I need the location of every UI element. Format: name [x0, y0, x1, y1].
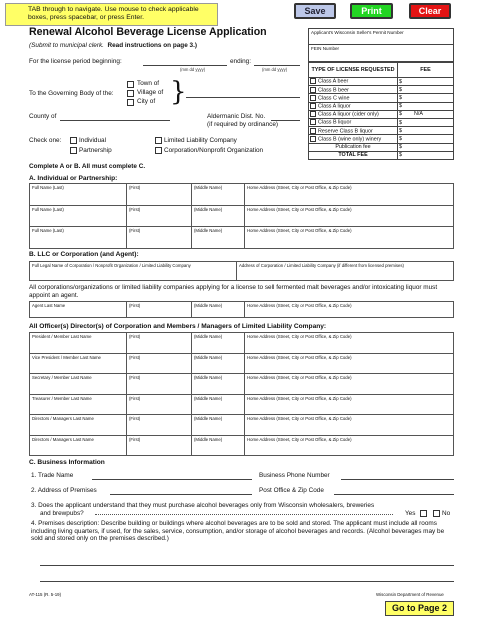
officer-row	[30, 415, 454, 436]
individual-row	[30, 227, 454, 249]
license-type-label: Class C wine	[318, 95, 350, 102]
llc-label: Limited Liability Company	[164, 137, 237, 144]
premises-description-label: 4. Premises description: Describe building or buildings where alcohol beverages are to be sold and stored. The applicant must include all rooms including living quarters, if used, for the sales, service, consumption, and/or storage of alcohol beverages and records. (Alcohol beverages may be sold and stored only on the premises described.)	[31, 520, 445, 543]
premises-address-input[interactable]	[110, 494, 252, 495]
agent-address-field[interactable]: Home Address (Street, City or Post Office, & Zip Code)	[245, 302, 454, 318]
date-format-hint: (mm dd yyyy)	[180, 67, 206, 72]
village-label: Village of	[137, 89, 164, 96]
legal-name-field[interactable]: Full Legal Name of Corporation / Nonprofit Organization / Limited Liability Company	[30, 262, 237, 281]
first-name-field[interactable]: (First)	[127, 205, 192, 227]
governing-label: To the Governing Body of the:	[29, 90, 114, 97]
date-format-hint: (mm dd yyyy)	[262, 67, 288, 72]
officers-heading: All Officer(s) Director(s) of Corporation and Members / Managers of Limited Liability Company:	[29, 323, 327, 330]
officer-address-field[interactable]: Home Address (Street, City or Post Office, & Zip Code)	[245, 333, 454, 354]
aldermanic-label: Aldermanic Dist. No.	[207, 113, 266, 120]
last-name-field[interactable]: Full Name (Last)	[30, 184, 127, 206]
officer-first-name-field[interactable]: (First)	[127, 353, 192, 374]
trade-name-input[interactable]	[92, 479, 252, 480]
trade-name-label: 1. Trade Name	[31, 472, 74, 479]
fee-row	[309, 102, 454, 110]
fee-amount-field[interactable]	[398, 86, 454, 94]
license-type-label: Reserve Class B liquor	[318, 127, 373, 134]
officer-row	[30, 353, 454, 374]
license-type-checkbox[interactable]	[310, 136, 316, 142]
fee-row	[309, 94, 454, 102]
officer-last-name-field[interactable]: Secretary / Member Last Name	[30, 374, 127, 395]
department-name: Wisconsin Department of Revenue	[376, 592, 444, 597]
fee-amount-field[interactable]	[398, 127, 454, 135]
yes-label: Yes	[405, 510, 416, 517]
period-end-input[interactable]	[254, 65, 300, 66]
county-input[interactable]	[60, 120, 170, 121]
go-to-page-2-button[interactable]: Go to Page 2	[385, 601, 454, 616]
officer-middle-name-field[interactable]: (Middle Name)	[192, 374, 245, 395]
wholesaler-question-cont: and brewpubs?	[40, 510, 84, 517]
officer-last-name-field[interactable]: Vice President / Member Last Name	[30, 353, 127, 374]
officer-middle-name-field[interactable]: (Middle Name)	[192, 333, 245, 354]
middle-name-field[interactable]: (Middle Name)	[192, 184, 245, 206]
dollar-sign: $	[399, 152, 402, 159]
agent-last-name-field[interactable]: Agent Last Name	[30, 302, 127, 318]
premises-line-2[interactable]	[40, 581, 454, 582]
officer-address-field[interactable]: Home Address (Street, City or Post Office, & Zip Code)	[245, 374, 454, 395]
brace-icon: }	[170, 77, 187, 107]
dollar-sign: $	[399, 127, 402, 134]
section-b-heading: B. LLC or Corporation (and Agent):	[29, 251, 139, 258]
officer-middle-name-field[interactable]: (Middle Name)	[192, 394, 245, 415]
license-type-checkbox[interactable]	[310, 87, 316, 93]
corporation-table	[29, 261, 454, 281]
fee-amount-field[interactable]	[398, 143, 454, 151]
officer-address-field[interactable]: Home Address (Street, City or Post Office, & Zip Code)	[245, 394, 454, 415]
first-name-field[interactable]: (First)	[127, 227, 192, 249]
county-label: County of	[29, 113, 57, 120]
clear-button[interactable]: Clear	[409, 3, 451, 19]
premises-address-label: 2. Address of Premises	[31, 487, 97, 494]
no-checkbox[interactable]	[433, 510, 440, 517]
corp-address-field[interactable]: Address of Corporation / Limited Liability Company (if different from licensed premises)	[237, 262, 454, 281]
fein-field[interactable]: FEIN Number	[311, 46, 340, 51]
fee-amount-field[interactable]	[398, 94, 454, 102]
fee-row	[309, 118, 454, 126]
license-type-checkbox[interactable]	[310, 95, 316, 101]
agent-paragraph: All corporations/organizations or limited liability companies applying for a license to sell fermented malt beverages and/or intoxicating liquor must appoint an agent.	[29, 284, 438, 299]
license-type-checkbox[interactable]	[310, 128, 316, 134]
license-type-label: Class B liquor	[318, 119, 352, 126]
dollar-sign: $	[399, 111, 402, 118]
village-checkbox[interactable]	[127, 90, 134, 97]
individual-label: Individual	[79, 137, 107, 144]
town-label: Town of	[137, 80, 160, 87]
no-label: No	[442, 510, 451, 517]
fee-row	[309, 151, 454, 159]
home-address-field[interactable]: Home Address (Street, City or Post Office, & Zip Code)	[245, 184, 454, 206]
dollar-sign: $	[399, 94, 402, 101]
license-type-label: Class A liquor	[318, 103, 351, 110]
fee-row	[309, 86, 454, 94]
navigation-tip: TAB through to navigate. Use mouse to check applicable boxes, press spacebar, or press Enter.	[5, 3, 218, 26]
check-one-label: Check one:	[29, 137, 62, 144]
fee-row	[309, 135, 454, 143]
partnership-label: Partnership	[79, 147, 112, 154]
last-name-field[interactable]: Full Name (Last)	[30, 205, 127, 227]
agent-table	[29, 301, 454, 318]
fee-row	[309, 78, 454, 86]
license-type-checkbox[interactable]	[310, 103, 316, 109]
save-button[interactable]: Save	[294, 3, 336, 19]
license-type-label: Class A liquor (cider only)	[318, 111, 379, 118]
post-office-input[interactable]	[334, 494, 454, 495]
license-type-label: TOTAL FEE	[338, 152, 368, 159]
city-label: City of	[137, 98, 156, 105]
license-type-label: Class B beer	[318, 86, 349, 93]
fee-amount-field[interactable]	[398, 151, 454, 159]
dollar-sign: $	[399, 103, 402, 110]
dot-leader	[95, 514, 393, 515]
officer-row	[30, 374, 454, 395]
middle-name-field[interactable]: (Middle Name)	[192, 205, 245, 227]
permit-box	[308, 28, 454, 62]
officer-middle-name-field[interactable]: (Middle Name)	[192, 435, 245, 456]
fee-amount-field[interactable]	[398, 135, 454, 143]
officer-address-field[interactable]: Home Address (Street, City or Post Office, & Zip Code)	[245, 353, 454, 374]
llc-checkbox[interactable]	[155, 137, 162, 144]
last-name-field[interactable]: Full Name (Last)	[30, 227, 127, 249]
town-checkbox[interactable]	[127, 81, 134, 88]
officer-address-field[interactable]: Home Address (Street, City or Post Office, & Zip Code)	[245, 435, 454, 456]
dollar-sign: $	[399, 135, 402, 142]
form-id: AT-115 (R. 5-19)	[29, 592, 62, 597]
form-subtitle: (Submit to municipal clerk. Read instructions on page 3.)	[29, 42, 197, 49]
individual-table	[29, 183, 454, 249]
premises-line-1[interactable]	[40, 565, 454, 566]
corporation-label: Corporation/Nonprofit Organization	[164, 147, 264, 154]
license-type-label: Publication fee	[335, 144, 371, 151]
officer-row	[30, 394, 454, 415]
fee-row	[309, 143, 454, 151]
partnership-checkbox[interactable]	[70, 147, 77, 154]
officer-row	[30, 333, 454, 354]
individual-row	[30, 205, 454, 227]
individual-row	[30, 184, 454, 206]
license-type-label: Class B (wine only) winery	[318, 136, 382, 143]
dollar-sign: $	[399, 78, 402, 85]
officers-table	[29, 332, 454, 456]
dollar-sign: $	[399, 86, 402, 93]
license-type-checkbox[interactable]	[310, 78, 316, 84]
officer-middle-name-field[interactable]: (Middle Name)	[192, 353, 245, 374]
fee-row	[309, 127, 454, 135]
home-address-field[interactable]: Home Address (Street, City or Post Office, & Zip Code)	[245, 227, 454, 249]
complete-note: Complete A or B. All must complete C.	[29, 163, 146, 170]
officer-row	[30, 435, 454, 456]
corporation-checkbox[interactable]	[155, 147, 162, 154]
dollar-sign: $	[399, 119, 402, 126]
fee-type-header: TYPE OF LICENSE REQUESTED	[309, 63, 398, 78]
seller-permit-field[interactable]: Applicant's Wisconsin Seller's Permit Number	[309, 29, 453, 45]
middle-name-field[interactable]: (Middle Name)	[192, 227, 245, 249]
officer-last-name-field[interactable]: Treasurer / Member Last Name	[30, 394, 127, 415]
officer-address-field[interactable]: Home Address (Street, City or Post Office, & Zip Code)	[245, 415, 454, 436]
fee-row	[309, 110, 454, 118]
officer-first-name-field[interactable]: (First)	[127, 374, 192, 395]
fee-amount-field[interactable]	[398, 118, 454, 126]
license-type-checkbox[interactable]	[310, 111, 316, 117]
officer-last-name-field[interactable]: Directors / Managers Last Name	[30, 415, 127, 436]
license-type-label: Class A beer	[318, 78, 349, 85]
officer-middle-name-field[interactable]: (Middle Name)	[192, 415, 245, 436]
officer-first-name-field[interactable]: (First)	[127, 415, 192, 436]
individual-checkbox[interactable]	[70, 137, 77, 144]
first-name-field[interactable]: (First)	[127, 184, 192, 206]
city-checkbox[interactable]	[127, 99, 134, 106]
municipality-input[interactable]	[186, 97, 300, 98]
period-label: For the license period beginning:	[29, 58, 122, 65]
officer-last-name-field[interactable]: President / Member Last Name	[30, 333, 127, 354]
agent-middle-name-field[interactable]: (Middle Name)	[192, 302, 245, 318]
officer-first-name-field[interactable]: (First)	[127, 333, 192, 354]
phone-input[interactable]	[341, 479, 454, 480]
fee-amount-field[interactable]	[398, 102, 454, 110]
form-title: Renewal Alcohol Beverage License Application	[29, 26, 267, 38]
license-type-checkbox[interactable]	[310, 119, 316, 125]
fee-amount-field[interactable]	[398, 78, 454, 86]
post-office-label: Post Office & Zip Code	[259, 487, 324, 494]
fee-table	[308, 62, 454, 160]
print-button[interactable]: Print	[350, 3, 393, 19]
aldermanic-note: (if required by ordinance)	[207, 121, 279, 128]
section-c-heading: C. Business Information	[29, 459, 105, 466]
officer-first-name-field[interactable]: (First)	[127, 394, 192, 415]
ending-label: ending:	[230, 58, 251, 65]
fee-amount-field[interactable]	[398, 110, 454, 118]
wholesaler-question: 3. Does the applicant understand that they must purchase alcohol beverages only from Wisconsin wholesalers, breweries	[31, 502, 375, 509]
dollar-sign: $	[399, 144, 402, 151]
period-begin-input[interactable]	[143, 65, 227, 66]
officer-last-name-field[interactable]: Directors / Managers Last Name	[30, 435, 127, 456]
yes-checkbox[interactable]	[420, 510, 427, 517]
section-a-heading: A. Individual or Partnership:	[29, 175, 118, 182]
phone-label: Business Phone Number	[259, 472, 330, 479]
not-applicable-label: N/A	[414, 111, 423, 118]
fee-header: FEE	[398, 63, 454, 78]
officer-first-name-field[interactable]: (First)	[127, 435, 192, 456]
home-address-field[interactable]: Home Address (Street, City or Post Office, & Zip Code)	[245, 205, 454, 227]
agent-first-name-field[interactable]: (First)	[127, 302, 192, 318]
